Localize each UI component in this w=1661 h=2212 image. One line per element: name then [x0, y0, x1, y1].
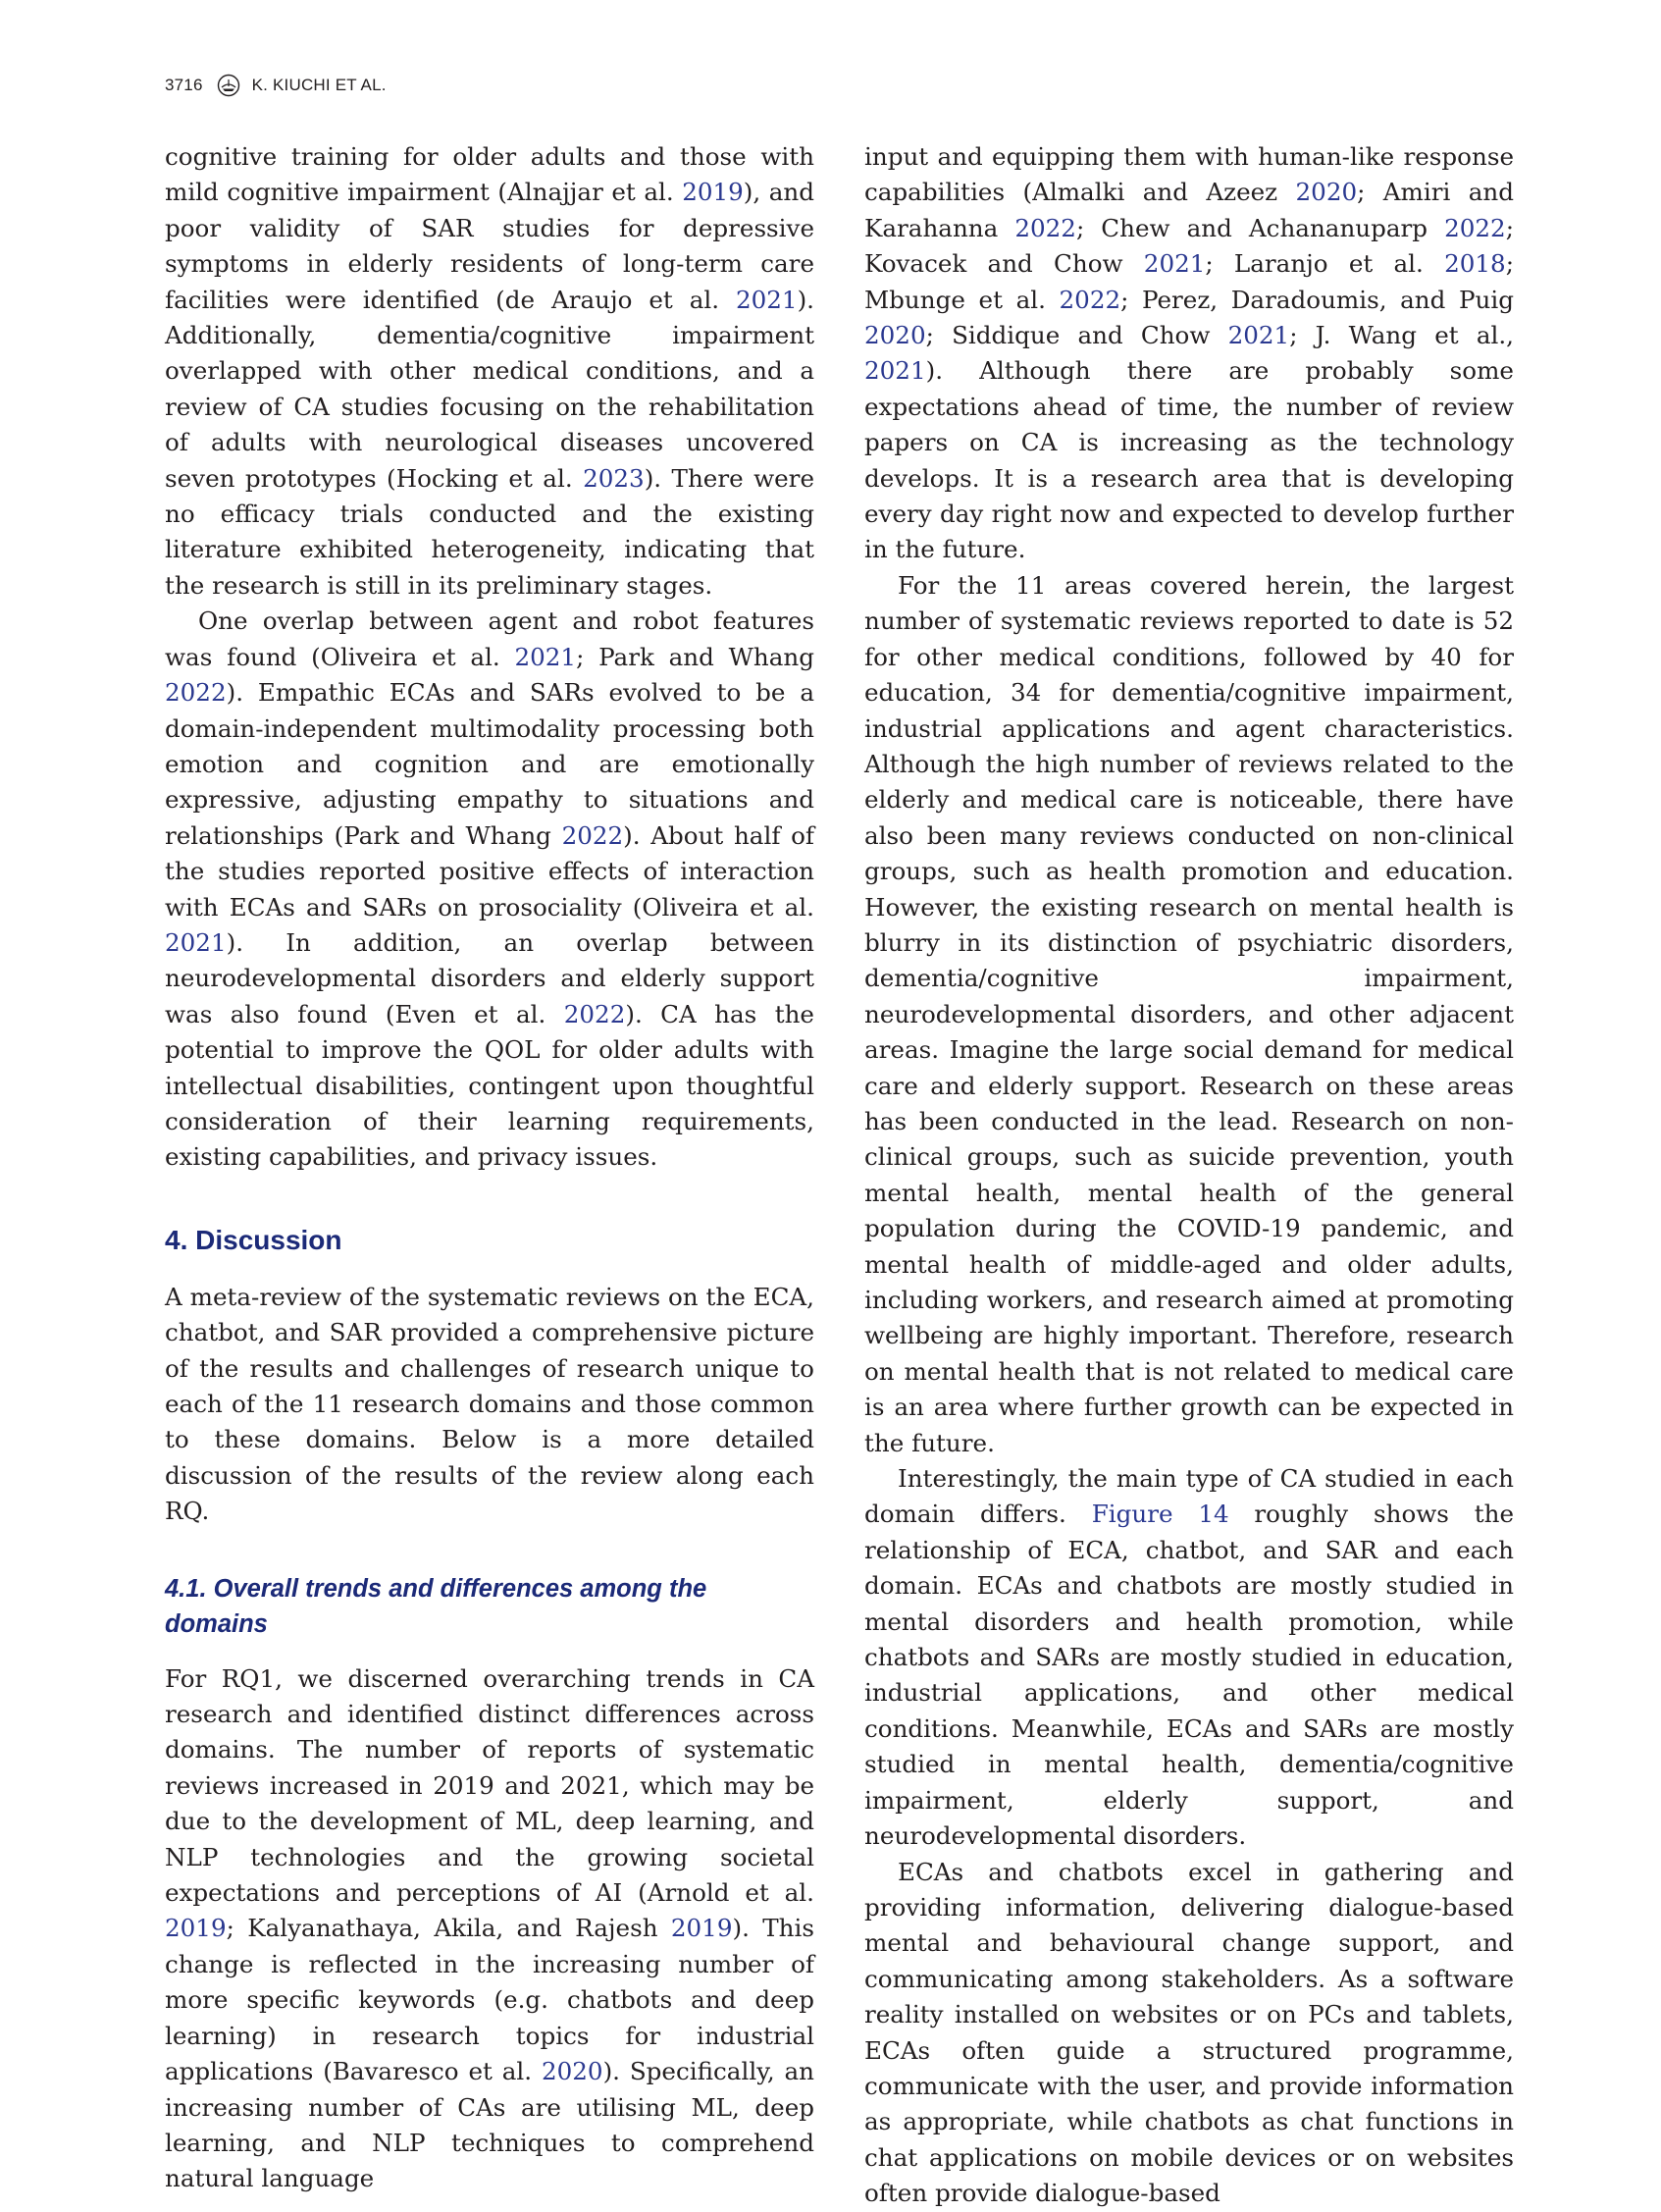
text-run: ), and poor validity of SAR studies for depressive symptoms in elderly residents of long-term care facilities were identified (de Araujo et al. [165, 178, 814, 314]
paragraph [165, 1661, 814, 2197]
paragraph [165, 604, 814, 1176]
citation-link[interactable]: 2022 [1444, 213, 1506, 242]
citation-link[interactable]: 2019 [165, 1914, 227, 1943]
publisher-logo-icon [217, 74, 240, 97]
text-run: ). About half of the studies reported positive effects of interaction with ECAs and SARs on prosociality (Oliveira et al. [165, 820, 815, 922]
citation-link[interactable]: 2021 [864, 356, 926, 386]
page-number: 3716 [165, 76, 203, 94]
citation-link[interactable]: 2022 [1014, 213, 1076, 242]
text-run: ). Additionally, dementia/cognitive impairment overlapped with other medical conditions, and a review of CA studies focusing on the rehabilitation of adults with neurological diseases uncovered seven prototypes (Hocking et al. [165, 285, 814, 493]
text-run: roughly shows the relationship of ECA, chatbot, and SAR and each domain. ECAs and chatbots are mostly studied in mental disorders and health promotion, while chatbots and SARs are mostly studied in education, industrial applications, and other medical conditions. Meanwhile, ECAs and SARs are mostly studied in mental health, dementia/cognitive impairment, elderly support, and neurodevelopmental disorders. [864, 1500, 1515, 1851]
paragraph [864, 568, 1514, 1461]
citation-link[interactable]: 2019 [682, 178, 744, 207]
text-run: ; Chew and Achananuparp [1075, 213, 1445, 242]
subsection-heading: 4.1. Overall trends and differences among the domains [165, 1574, 707, 1638]
citation-link[interactable]: 2022 [165, 678, 227, 708]
text-run: ; J. Wang et al., [1289, 321, 1514, 350]
text-run: ). CA has the potential to improve the QOL for older adults with intellectual disabilities, contingent upon thoughtful consideration of their learning requirements, existing capabilities, and privacy issues. [165, 999, 814, 1172]
citation-link[interactable]: 2021 [735, 285, 798, 314]
text-run: For the 11 areas covered herein, the largest number of systematic reviews reported to date is 52 for other medical conditions, followed by 40 for education, 34 for dementia/cognitive impairment, industrial applications and agent characteristics. Although the high number of reviews related to the elderly and medical care is noticeable, there have also been many reviews conducted on non-clinical groups, such as health promotion and education. However, the existing research on mental health is blurry in its distinction of psychiatric disorders, dementia/cognitive impairment, neurodevelopmental disorders, and other adjacent areas. Imagine the large social demand for medical care and elderly support. Research on these areas has been conducted in the lead. Research on non-clinical groups, such as suicide prevention, youth mental health, mental health of the general population during the COVID-19 pandemic, and mental health of middle-aged and older adults, including workers, and research aimed at promoting wellbeing are highly important. Therefore, research on mental health that is not related to medical care is an area where further growth can be expected in the future. [864, 570, 1514, 1457]
text-run: ). Although there are probably some expectations ahead of time, the number of review papers on CA is increasing as the technology develops. It is a research area that is developing every day right now and expected to develop further in the future. [864, 356, 1514, 564]
text-run: ; Perez, Daradoumis, and Puig [1120, 285, 1514, 314]
citation-link[interactable]: Figure 14 [1091, 1500, 1229, 1529]
citation-link[interactable]: 2022 [561, 820, 624, 850]
citation-link[interactable]: 2018 [1444, 249, 1506, 279]
paragraph [165, 1280, 814, 1530]
text-run: ; Kovacek and Chow [864, 213, 1514, 279]
citation-link[interactable]: 2021 [165, 927, 227, 957]
citation-link[interactable]: 2022 [563, 999, 626, 1028]
text-run: For RQ1, we discerned overarching trends in CA research and identified distinct differences across domains. The number of reports of systematic reviews increased in 2019 and 2021, which may be due to the development of ML, deep learning, and NLP technologies and the growing societal expectations and perceptions of AI (Arnold et al. [165, 1663, 814, 1908]
right-column [864, 139, 1514, 2212]
citation-link[interactable]: 2021 [1143, 249, 1206, 279]
text-run: ). There were no efficacy trials conducted and the existing literature exhibited heterogeneity, indicating that the research is still in its preliminary stages. [165, 463, 814, 600]
paragraph [165, 139, 814, 604]
text-run: cognitive training for older adults and those with mild cognitive impairment (Alnajjar et al. [165, 142, 814, 207]
text-run: ). In addition, an overlap between neurodevelopmental disorders and elderly support was also found (Even et al. [165, 927, 814, 1028]
text-run: input and equipping them with human-like response capabilities (Almalki and Azeez [864, 142, 1514, 207]
text-run: ). Specifically, an increasing number of CAs are utilising ML, deep learning, and NLP techniques to comprehend natural language [165, 2057, 814, 2193]
text-run: ; Kalyanathaya, Akila, and Rajesh [226, 1914, 671, 1943]
text-run: A meta-review of the systematic reviews on the ECA, chatbot, and SAR provided a comprehensive picture of the results and challenges of research unique to each of the 11 research domains and those common to these domains. Below is a more detailed discussion of the results of the review along each RQ. [165, 1282, 814, 1526]
section-heading: 4. Discussion [165, 1224, 342, 1255]
text-run: ; Laranjo et al. [1205, 249, 1445, 279]
text-run: ). This change is reflected in the increasing number of more specific keywords (e.g. chatbots and deep learning) in research topics for industrial applications (Bavaresco et al. [165, 1914, 814, 2086]
text-run: ; Park and Whang [576, 642, 814, 671]
text-run: ; Siddique and Chow [925, 321, 1228, 350]
citation-link[interactable]: 2021 [514, 642, 577, 671]
running-head [165, 71, 387, 100]
citation-link[interactable]: 2021 [1227, 321, 1290, 350]
paragraph [864, 139, 1514, 568]
paragraph [864, 1855, 1514, 2212]
citation-link[interactable]: 2019 [670, 1914, 733, 1943]
paragraph [864, 1461, 1514, 1854]
text-run: ; Mbunge et al. [864, 249, 1514, 314]
left-column [165, 139, 814, 2197]
citation-link[interactable]: 2023 [583, 463, 645, 493]
running-head-authors: K. KIUCHI ET AL. [251, 76, 387, 94]
text-run: ). Empathic ECAs and SARs evolved to be a domain-independent multimodality processing both emotion and cognition and are emotionally expressive, adjusting empathy to situations and relationships (Park and Whang [165, 678, 814, 850]
text-run: ; Amiri and Karahanna [864, 178, 1514, 242]
citation-link[interactable]: 2022 [1059, 285, 1121, 314]
text-run: One overlap between agent and robot features was found (Oliveira et al. [165, 606, 814, 671]
text-run: ECAs and chatbots excel in gathering and providing information, delivering dialogue-based mental and behavioural change support, and communicating among stakeholders. As a software reality installed on websites or on PCs and tablets, ECAs often guide a structured programme, communicate with the user, and provide information as appropriate, while chatbots as chat functions in chat applications on mobile devices or on websites often provide dialogue-based [864, 1857, 1514, 2208]
text-run: Interestingly, the main type of CA studied in each domain differs. [864, 1464, 1514, 1529]
citation-link[interactable]: 2020 [541, 2057, 603, 2086]
citation-link[interactable]: 2020 [864, 321, 926, 350]
citation-link[interactable]: 2020 [1295, 178, 1358, 207]
